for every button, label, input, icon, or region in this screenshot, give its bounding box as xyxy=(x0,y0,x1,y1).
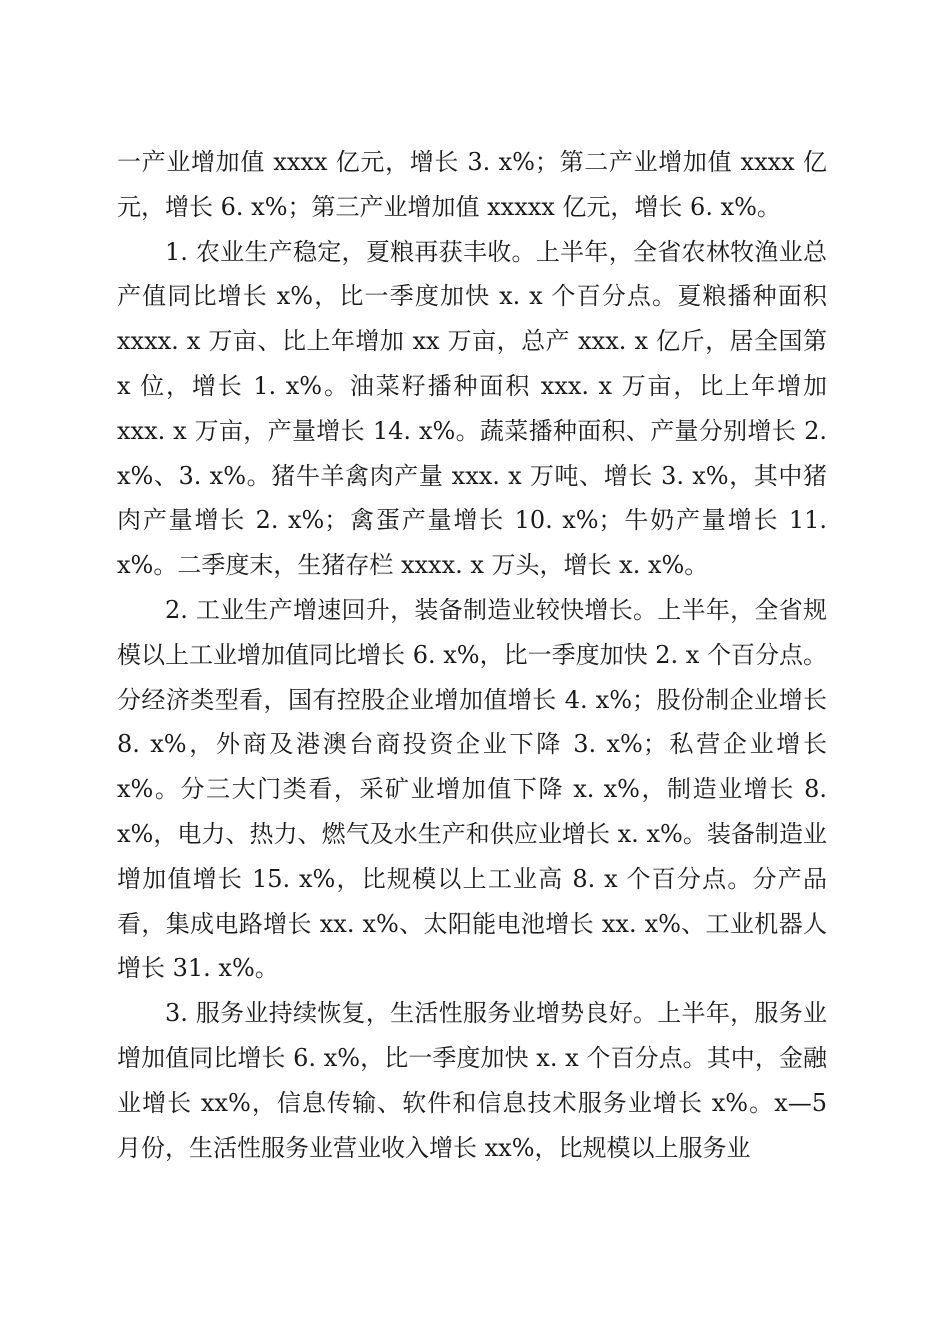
document-body xyxy=(117,140,827,1170)
paragraph-services: 3. 服务业持续恢复，生活性服务业增势良好。上半年，服务业增加值同比增长 6. x%，比一季度加快 x. x 个百分点。其中，金融业增长 xx%，信息传输、软件和信息技术服务业增长 x%。x—5 月份，生活性服务业营业收入增长 xx%，比规模以上服务业 xyxy=(117,999,827,1162)
paragraph-continued: 一产业增加值 xxxx 亿元，增长 3. x%；第二产业增加值 xxxx 亿元，增长 6. x%；第三产业增加值 xxxxx 亿元，增长 6. x%。 xyxy=(117,148,827,221)
paragraph-industry: 2. 工业生产增速回升，装备制造业较快增长。上半年，全省规模以上工业增加值同比增长 6. x%，比一季度加快 2. x 个百分点。分经济类型看，国有控股企业增加值增长 4. x%；股份制企业增长 8. x%，外商及港澳台商投资企业下降 3. x%；私营企业增长 x%。分三大门类看，采矿业增加值下降 x. x%，制造业增长 8. x%，电力、热力、燃气及水生产和供应业增长 x. x%。装备制造业增加值增长 15. x%，比规模以上工业高 8. x 个百分点。分产品看，集成电路增长 xx. x%、太阳能电池增长 xx. x%、工业机器人增长 31. x%。 xyxy=(117,595,827,983)
paragraph-agriculture: 1. 农业生产稳定，夏粮再获丰收。上半年，全省农林牧渔业总产值同比增长 x%，比一季度加快 x. x 个百分点。夏粮播种面积 xxxx. x 万亩、比上年增加 xx 万亩，总产 xxx. x 亿斤，居全国第 x 位，增长 1. x%。油菜籽播种面积 xxx. x 万亩，比上年增加 xxx. x 万亩，产量增长 14. x%。蔬菜播种面积、产量分别增长 2. x%、3. x%。猪牛羊禽肉产量 xxx. x 万吨、增长 3. x%，其中猪肉产量增长 2. x%；禽蛋产量增长 10. x%；牛奶产量增长 11. x%。二季度末，生猪存栏 xxxx. x 万头，增长 x. x%。 xyxy=(117,237,827,580)
